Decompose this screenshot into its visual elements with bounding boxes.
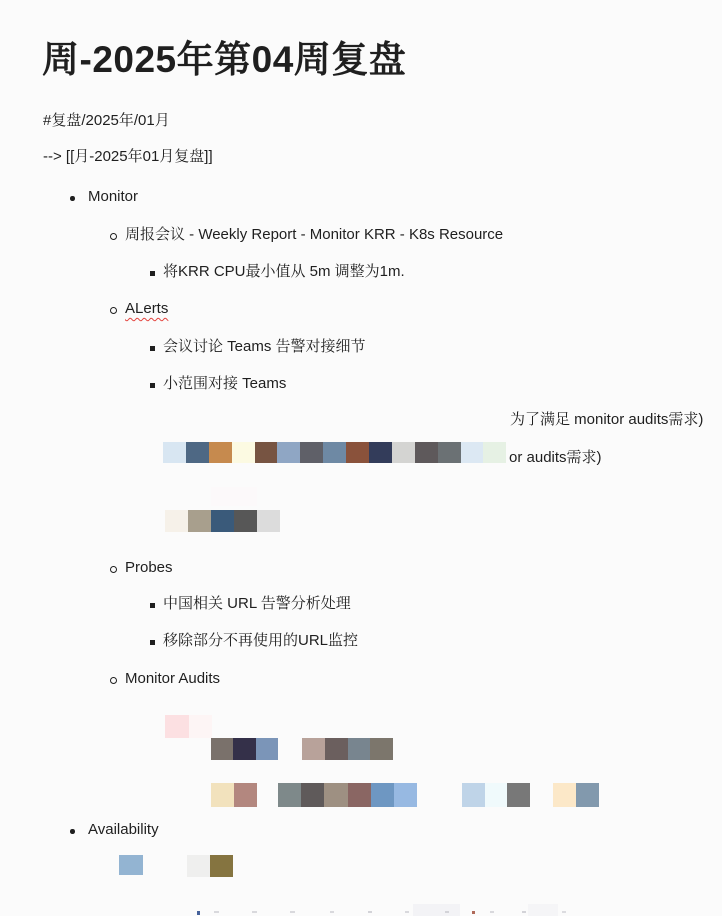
outline-item-text: 移除部分不再使用的URL监控 — [163, 632, 359, 649]
outline-item — [0, 558, 722, 579]
mosaic-cell — [256, 738, 278, 760]
mosaic-cell — [211, 783, 234, 807]
mosaic-cell — [371, 783, 394, 807]
mosaic-cell — [165, 510, 188, 532]
redacted-faint-block — [413, 904, 460, 916]
mosaic-cell — [119, 855, 143, 875]
mosaic-cell — [188, 510, 211, 532]
mosaic-cell — [462, 783, 485, 807]
outline-item-text: 会议讨论 Teams 告警对接细节 — [163, 338, 366, 355]
outline-item — [0, 631, 722, 652]
redacted-mosaic — [302, 738, 393, 760]
bullet-marker-icon — [150, 383, 155, 388]
tag-line[interactable]: #复盘/2025年/01月 — [43, 112, 170, 129]
outline-item — [0, 594, 722, 615]
redacted-mosaic — [211, 783, 257, 807]
outline-item-text: 周报会议 - Weekly Report - Monitor KRR - K8s Resource — [125, 226, 504, 243]
mosaic-cell — [234, 783, 257, 807]
bullet-marker-icon — [110, 677, 117, 684]
outline-item — [0, 374, 722, 395]
redacted-mosaic — [211, 738, 278, 760]
redacted-faint-block — [211, 487, 257, 506]
redacted-mosaic — [187, 855, 233, 877]
redacted-mosaic — [278, 783, 417, 807]
mosaic-cell — [392, 442, 415, 463]
bottom-clipped-mark — [290, 911, 295, 913]
mosaic-cell — [324, 783, 347, 807]
bottom-clipped-mark — [368, 911, 372, 913]
mosaic-cell — [346, 442, 369, 463]
bullet-marker-icon — [150, 346, 155, 351]
bottom-clipped-mark — [490, 911, 494, 913]
page-title: 周-2025年第04周复盘 — [42, 39, 407, 80]
mosaic-cell — [186, 442, 209, 463]
bottom-clipped-mark — [522, 911, 526, 913]
mosaic-cell — [553, 783, 576, 807]
outline-item — [0, 337, 722, 358]
mosaic-cell — [210, 855, 233, 877]
mosaic-cell — [415, 442, 438, 463]
bottom-clipped-mark — [252, 911, 257, 913]
outline-item-text: Probes — [125, 559, 173, 576]
outline-item-text: Monitor — [88, 188, 139, 205]
bullet-marker-icon — [70, 196, 75, 201]
mosaic-cell — [438, 442, 461, 463]
bullet-marker-icon — [110, 566, 117, 573]
mosaic-cell — [209, 442, 232, 463]
bottom-clipped-mark — [472, 911, 475, 914]
mosaic-cell — [211, 738, 233, 760]
outline-item — [0, 187, 722, 208]
mosaic-cell — [278, 783, 301, 807]
mosaic-cell — [163, 442, 186, 463]
mosaic-cell — [369, 442, 392, 463]
mosaic-cell — [461, 442, 484, 463]
mosaic-cell — [483, 442, 506, 463]
bullet-marker-icon — [110, 233, 117, 240]
outline-item-text: 中国相关 URL 告警分析处理 — [163, 595, 351, 612]
bullet-marker-icon — [150, 271, 155, 276]
clipped-text: 为了满足 monitor audits需求) — [510, 411, 704, 428]
outline-item-text: Availability — [88, 821, 159, 838]
mosaic-cell — [507, 783, 530, 807]
redacted-mosaic — [119, 855, 143, 875]
mosaic-cell — [232, 442, 255, 463]
redacted-mosaic — [553, 783, 599, 807]
outline-item-text: 将KRR CPU最小值从 5m 调整为1m. — [163, 263, 405, 280]
bullet-marker-icon — [110, 307, 117, 314]
outline-item — [0, 820, 722, 841]
bottom-clipped-mark — [197, 911, 200, 915]
mosaic-cell — [485, 783, 508, 807]
mosaic-cell — [348, 738, 371, 760]
mosaic-cell — [257, 510, 280, 532]
outline-item — [0, 262, 722, 283]
mosaic-cell — [211, 510, 234, 532]
mosaic-cell — [323, 442, 346, 463]
outline-item-text: ALerts — [125, 300, 169, 317]
outline-item — [0, 299, 722, 320]
outline-item-text: 小范围对接 Teams — [163, 375, 287, 392]
bottom-clipped-mark — [445, 911, 449, 913]
mosaic-cell — [187, 855, 210, 877]
mosaic-cell — [301, 783, 324, 807]
mosaic-cell — [234, 510, 257, 532]
outline-item — [0, 225, 722, 246]
redacted-mosaic — [462, 783, 530, 807]
bullet-marker-icon — [70, 829, 75, 834]
bottom-clipped-mark — [562, 911, 566, 913]
mosaic-cell — [576, 783, 599, 807]
clipped-text-line — [0, 410, 722, 431]
mosaic-cell — [394, 783, 417, 807]
mosaic-cell — [300, 442, 323, 463]
bottom-clipped-mark — [330, 911, 334, 913]
mosaic-cell — [302, 738, 325, 760]
outline-item — [0, 669, 722, 690]
wikilink-line[interactable]: --> [[月-2025年01月复盘]] — [43, 148, 213, 165]
outline-item-text: Monitor Audits — [125, 670, 221, 687]
redacted-mosaic — [165, 510, 280, 532]
mosaic-cell — [189, 715, 213, 738]
mosaic-cell — [348, 783, 371, 807]
mosaic-cell — [370, 738, 393, 760]
mosaic-cell — [325, 738, 348, 760]
mosaic-cell — [165, 715, 189, 738]
bottom-clipped-mark — [214, 911, 219, 913]
bottom-clipped-mark — [405, 911, 409, 913]
mosaic-cell — [255, 442, 278, 463]
bullet-marker-icon — [150, 640, 155, 645]
redacted-faint-block — [528, 904, 558, 916]
mosaic-trailing-text: or audits需求) — [509, 449, 602, 466]
redacted-mosaic — [165, 715, 212, 738]
mosaic-cell — [277, 442, 300, 463]
redacted-mosaic — [163, 442, 602, 466]
mosaic-cell — [233, 738, 255, 760]
bullet-marker-icon — [150, 603, 155, 608]
